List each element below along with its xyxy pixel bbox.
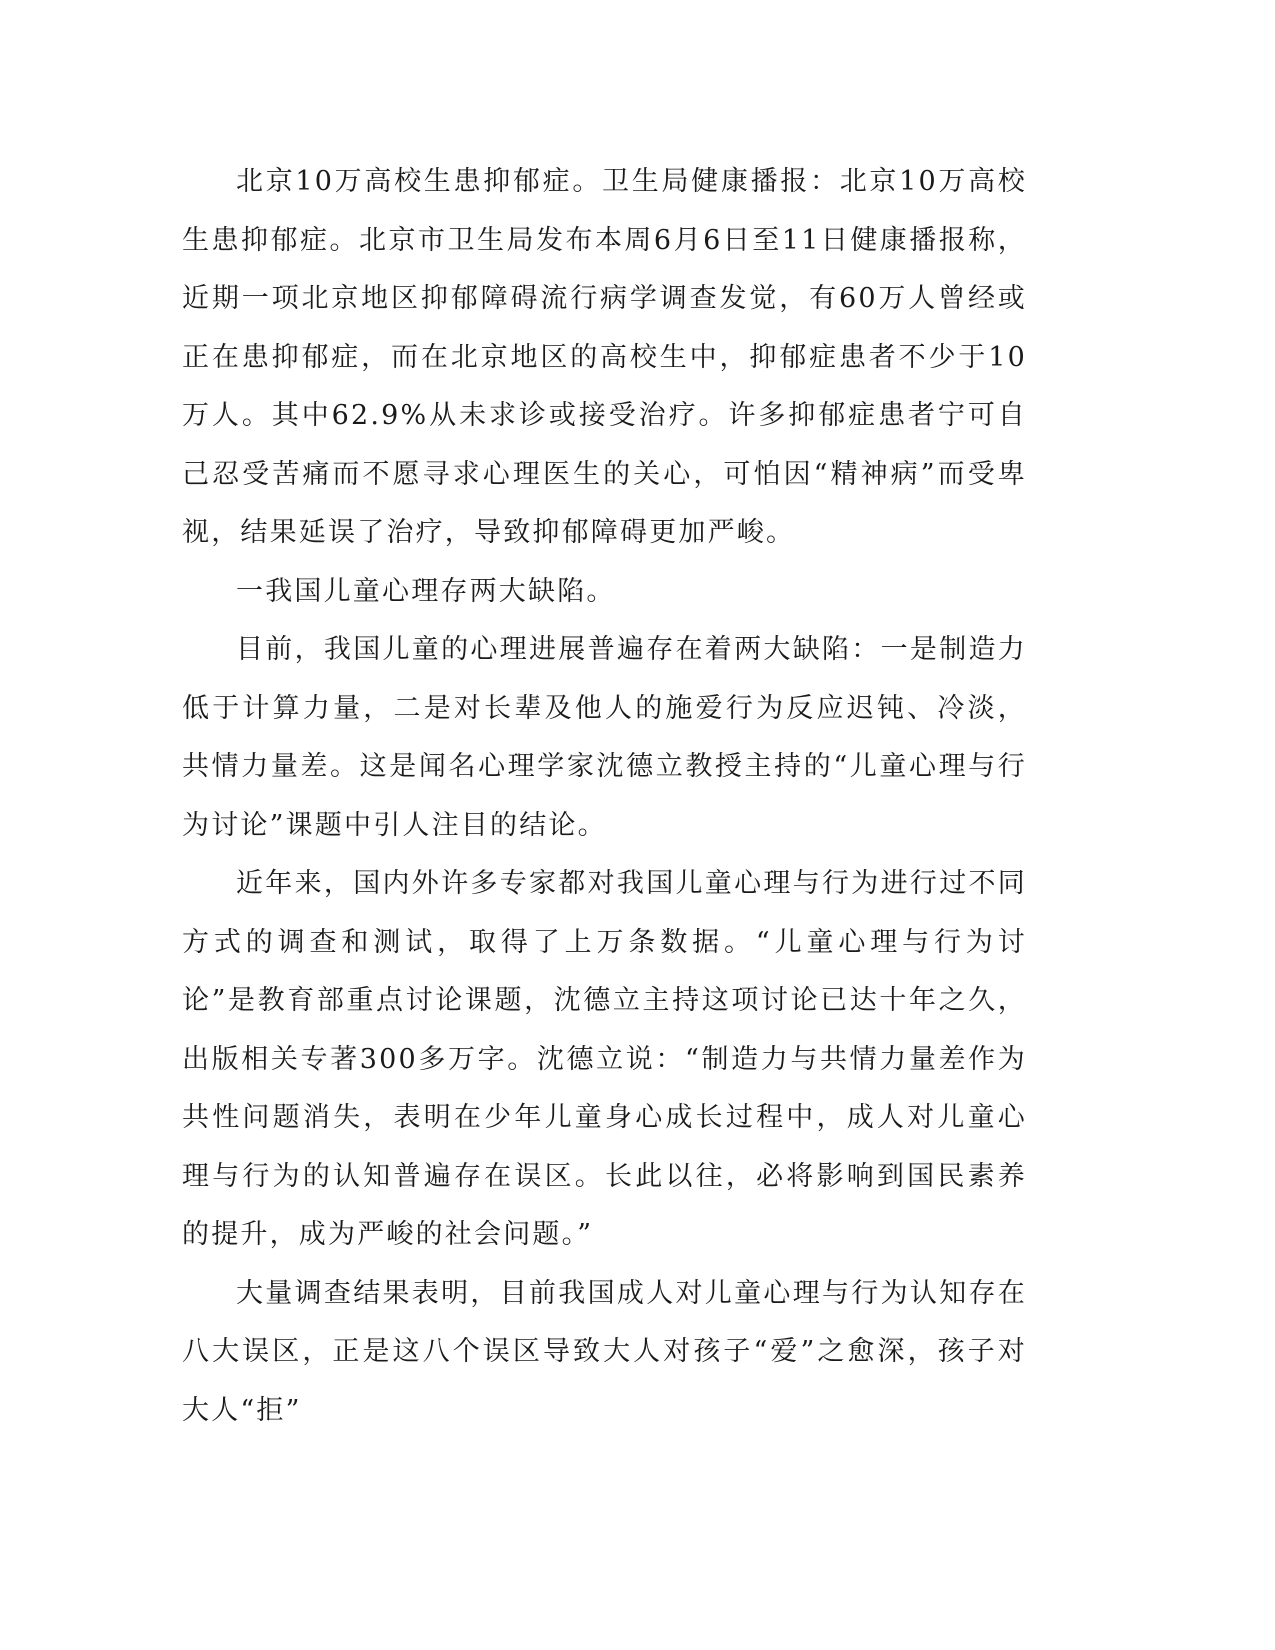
paragraph-heading-two-defects: 一我国儿童心理存两大缺陷。 bbox=[236, 575, 616, 607]
paragraph-two-defects: 目前，我国儿童的心理进展普遍存在着两大缺陷：一是制造力低于计算力量，二是对长辈及他人的施爱行为反应迟钝、冷淡，共情力量差。这是闻名心理学家沈德立教授主持的“儿童心理与行为讨论”课题中引人注目的结论。 bbox=[182, 634, 1027, 841]
paragraph-eight-misconceptions: 大量调查结果表明，目前我国成人对儿童心理与行为认知存在八大误区，正是这八个误区导致大人对孩子“爱”之愈深，孩子对大人“拒” bbox=[182, 1277, 1027, 1426]
body-text bbox=[182, 153, 1027, 1440]
paragraph-research: 近年来，国内外许多专家都对我国儿童心理与行为进行过不同方式的调查和测试，取得了上万条数据。“儿童心理与行为讨论”是教育部重点讨论课题，沈德立主持这项讨论已达十年之久，出版相关专著300多万字。沈德立说：“制造力与共情力量差作为共性问题消失，表明在少年儿童身心成长过程中，成人对儿童心理与行为的认知普遍存在误区。长此以往，必将影响到国民素养的提升，成为严峻的社会问题。” bbox=[182, 868, 1027, 1250]
paragraph-depression-report: 北京10万高校生患抑郁症。卫生局健康播报：北京10万高校生患抑郁症。北京市卫生局发布本周6月6日至11日健康播报称，近期一项北京地区抑郁障碍流行病学调查发觉，有60万人曾经或正在患抑郁症，而在北京地区的高校生中，抑郁症患者不少于10万人。其中62.9%从未求诊或接受治疗。许多抑郁症患者宁可自己忍受苦痛而不愿寻求心理医生的关心，可怕因“精神病”而受卑视，结果延误了治疗，导致抑郁障碍更加严峻。 bbox=[182, 166, 1027, 548]
